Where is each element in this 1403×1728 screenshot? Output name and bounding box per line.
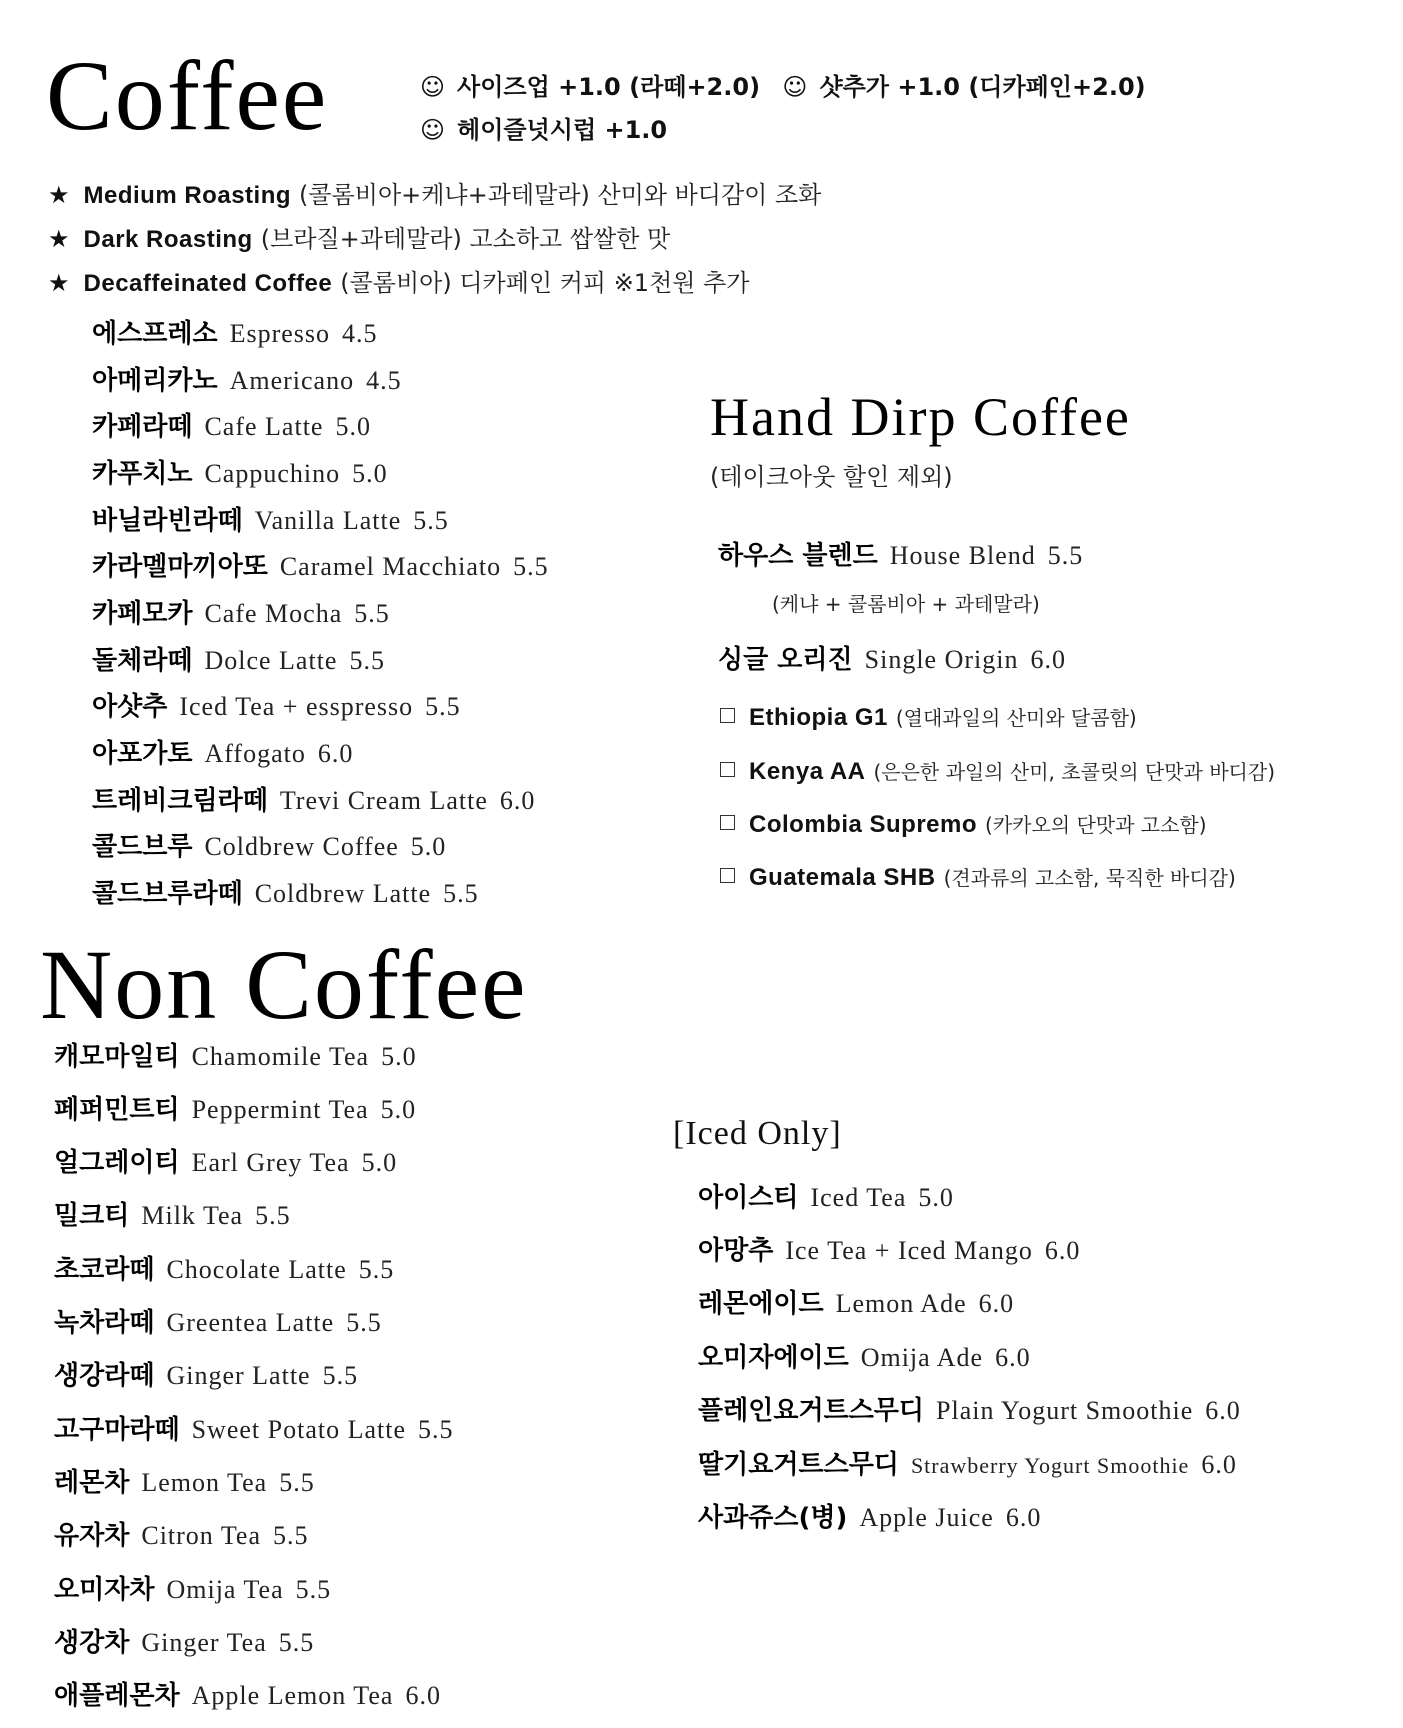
roasting-medium <box>48 180 821 211</box>
menu-item-ko: 돌체라떼 <box>92 646 193 676</box>
non-coffee-title: Non Coffee <box>40 929 528 1040</box>
checkbox-icon <box>720 762 735 777</box>
menu-item-price: 5.0 <box>381 1042 417 1071</box>
menu-item-price: 6.0 <box>1030 645 1066 674</box>
menu-item <box>92 691 461 723</box>
menu-item-ko: 콜드브루라떼 <box>92 879 243 909</box>
option-row-1 <box>420 72 1146 102</box>
menu-item-en: Trevi Cream Latte <box>279 786 488 815</box>
checkbox-icon <box>720 708 735 723</box>
menu-item-en: Sweet Potato Latte <box>191 1415 406 1444</box>
roasting-desc: (콜롬비아) 디카페인 커피 ※1천원 추가 <box>340 269 750 297</box>
menu-item-en: Plain Yogurt Smoothie <box>936 1396 1194 1425</box>
smile-icon: ☺ <box>420 116 446 144</box>
menu-item <box>54 1520 308 1552</box>
menu-item <box>54 1414 454 1446</box>
roasting-dark <box>48 224 670 255</box>
menu-item-ko: 트레비크림라떼 <box>92 786 268 816</box>
menu-item-ko: 페퍼민트티 <box>54 1095 180 1125</box>
menu-item-ko: 바닐라빈라떼 <box>92 506 243 536</box>
menu-item-ko: 레몬차 <box>54 1468 130 1498</box>
menu-item-price: 6.0 <box>1005 1503 1042 1532</box>
menu-item-price: 4.5 <box>366 366 402 395</box>
menu-item <box>54 1467 315 1499</box>
option-size-up: 사이즈업 +1.0 (라떼+2.0) <box>457 73 761 101</box>
menu-item-price: 5.5 <box>413 506 449 535</box>
origin-desc: (은은한 과일의 산미, 초콜릿의 단맛과 바디감) <box>873 760 1275 784</box>
menu-item <box>92 785 535 817</box>
menu-item-en: Chamomile Tea <box>191 1042 370 1071</box>
menu-item-price: 5.5 <box>418 1415 454 1444</box>
menu-item <box>54 1680 441 1712</box>
menu-item <box>54 1041 417 1073</box>
menu-item-ko: 얼그레이티 <box>54 1148 180 1178</box>
menu-item-price: 5.5 <box>278 1628 315 1657</box>
menu-item-price: 5.0 <box>352 459 388 488</box>
menu-item-price: 5.5 <box>255 1201 291 1230</box>
menu-item-price: 5.5 <box>358 1255 395 1284</box>
single-origin <box>718 644 1066 676</box>
menu-item-ko: 카라멜마끼아또 <box>92 552 268 582</box>
menu-item-price: 5.0 <box>918 1183 954 1212</box>
menu-item-en: Ginger Tea <box>141 1628 267 1657</box>
menu-item-price: 5.5 <box>322 1361 359 1390</box>
menu-item-ko: 레몬에이드 <box>698 1289 824 1319</box>
menu-item-price: 6.0 <box>317 739 354 768</box>
house-blend-sub: (케냐 + 콜롬비아 + 과테말라) <box>772 592 1040 616</box>
menu-item-price: 5.5 <box>1047 541 1084 570</box>
roasting-desc: (브라질+과테말라) 고소하고 쌉쌀한 맛 <box>260 225 671 253</box>
menu-item-ko: 아이스티 <box>698 1183 799 1213</box>
menu-item <box>92 365 402 397</box>
menu-item-en: Iced Tea <box>810 1183 907 1212</box>
origin-name: Ethiopia G1 <box>749 704 888 731</box>
menu-item-price: 6.0 <box>978 1289 1015 1318</box>
menu-item-ko: 생강라떼 <box>54 1361 155 1391</box>
origin-item <box>720 810 1207 840</box>
roasting-name: Decaffeinated Coffee <box>83 270 333 297</box>
menu-item-price: 5.0 <box>380 1095 417 1124</box>
menu-item-price: 6.0 <box>1201 1450 1237 1479</box>
menu-item-price: 6.0 <box>405 1681 441 1710</box>
menu-item-price: 6.0 <box>499 786 536 815</box>
menu-item-ko: 녹차라떼 <box>54 1308 155 1338</box>
menu-item <box>54 1254 394 1286</box>
menu-item-ko: 생강차 <box>54 1628 130 1658</box>
menu-item-en: Apple Lemon Tea <box>191 1681 394 1710</box>
menu-item <box>92 318 378 350</box>
star-icon: ★ <box>48 181 70 209</box>
menu-item-price: 5.5 <box>425 692 461 721</box>
menu-item <box>54 1147 397 1179</box>
menu-item <box>92 878 479 910</box>
menu-item-price: 5.5 <box>346 1308 382 1337</box>
menu-item-ko: 아망추 <box>698 1236 774 1266</box>
menu-item-en: Citron Tea <box>141 1521 261 1550</box>
menu-item-ko: 싱글 오리진 <box>718 645 853 675</box>
menu-item-ko: 카푸치노 <box>92 459 193 489</box>
menu-item-ko: 오미자차 <box>54 1575 155 1605</box>
menu-item-en: Apple Juice <box>859 1503 994 1532</box>
origin-item <box>720 703 1137 733</box>
menu-item <box>698 1395 1241 1427</box>
menu-item-en: Greentea Latte <box>166 1308 335 1337</box>
menu-item-price: 5.5 <box>513 552 549 581</box>
menu-item-ko: 초코라떼 <box>54 1255 155 1285</box>
hand-drip-title: Hand Dirp Coffee <box>710 387 1131 447</box>
menu-item-en: Milk Tea <box>141 1201 244 1230</box>
menu-item-en: Ice Tea + Iced Mango <box>785 1236 1033 1265</box>
origin-item <box>720 757 1275 787</box>
menu-item-price: 6.0 <box>995 1343 1031 1372</box>
menu-item-en: Ginger Latte <box>166 1361 311 1390</box>
coffee-title: Coffee <box>46 40 329 151</box>
menu-item <box>698 1288 1014 1320</box>
menu-item <box>54 1574 331 1606</box>
menu-item-ko: 플레인요거트스무디 <box>698 1396 925 1426</box>
origin-desc: (견과류의 고소함, 묵직한 바디감) <box>943 866 1236 890</box>
menu-item-ko: 콜드브루 <box>92 832 193 862</box>
menu-item <box>54 1627 314 1659</box>
menu-item-en: Dolce Latte <box>204 646 338 675</box>
menu-item-en: Affogato <box>204 739 306 768</box>
menu-item <box>698 1502 1041 1534</box>
menu-item-en: Cafe Latte <box>204 412 324 441</box>
origin-name: Colombia Supremo <box>749 811 978 838</box>
menu-item-en: Lemon Tea <box>141 1468 268 1497</box>
menu-item-ko: 카페모카 <box>92 599 193 629</box>
menu-item-ko: 하우스 블렌드 <box>718 541 878 571</box>
menu-item-en: Americano <box>229 366 355 395</box>
house-blend <box>718 540 1083 572</box>
roasting-name: Medium Roasting <box>83 182 292 209</box>
menu-item-en: Earl Grey Tea <box>191 1148 350 1177</box>
menu-item-en: Omija Ade <box>860 1343 984 1372</box>
menu-item <box>92 411 371 443</box>
menu-item-ko: 애플레몬차 <box>54 1681 180 1711</box>
roasting-desc: (콜롬비아+케냐+과테말라) 산미와 바디감이 조화 <box>299 181 822 209</box>
menu-item-en: Peppermint Tea <box>191 1095 369 1124</box>
menu-item-price: 5.0 <box>335 412 371 441</box>
option-extra-shot: 샷추가 +1.0 (디카페인+2.0) <box>819 73 1146 101</box>
menu-item-price: 5.0 <box>361 1148 398 1177</box>
menu-item-price: 6.0 <box>1044 1236 1081 1265</box>
menu-item-ko: 아샷추 <box>92 692 168 722</box>
option-hazelnut-syrup: 헤이즐넛시럽 +1.0 <box>457 116 668 144</box>
menu-item-ko: 고구마라떼 <box>54 1415 180 1445</box>
star-icon: ★ <box>48 269 70 297</box>
menu-item-en: Lemon Ade <box>835 1289 967 1318</box>
menu-item <box>698 1182 954 1214</box>
menu-item-en: Espresso <box>229 319 331 348</box>
menu-item-en: Iced Tea + esspresso <box>179 692 414 721</box>
menu-item-price: 5.0 <box>410 832 447 861</box>
origin-name: Kenya AA <box>749 758 866 785</box>
menu-item-ko: 유자차 <box>54 1521 130 1551</box>
menu-item-en: Coldbrew Coffee <box>204 832 399 861</box>
menu-item-en: Omija Tea <box>166 1575 284 1604</box>
menu-item-price: 4.5 <box>342 319 378 348</box>
menu-item <box>698 1449 1237 1482</box>
menu-item-ko: 딸기요거트스무디 <box>698 1450 899 1480</box>
menu-item-ko: 밀크티 <box>54 1201 130 1231</box>
menu-item-en: Caramel Macchiato <box>279 552 502 581</box>
origin-desc: (카카오의 단맛과 고소함) <box>985 813 1207 837</box>
smile-icon: ☺ <box>782 73 808 101</box>
checkbox-icon <box>720 868 735 883</box>
menu-item-en: Cappuchino <box>204 459 341 488</box>
menu-item-ko: 카페라떼 <box>92 412 193 442</box>
menu-item-en: Cafe Mocha <box>204 599 343 628</box>
menu-item <box>92 645 385 677</box>
menu-item <box>92 831 446 863</box>
menu-item <box>92 458 388 490</box>
menu-item-ko: 오미자에이드 <box>698 1343 849 1373</box>
menu-item-price: 5.5 <box>354 599 390 628</box>
menu-item-price: 5.5 <box>295 1575 332 1604</box>
menu-item-ko: 에스프레소 <box>92 319 218 349</box>
menu-item <box>54 1094 416 1126</box>
menu-item-price: 5.5 <box>349 646 385 675</box>
origin-name: Guatemala SHB <box>749 864 936 891</box>
menu-item-en: Coldbrew Latte <box>254 879 432 908</box>
roasting-decaf <box>48 268 749 299</box>
menu-item <box>92 505 449 537</box>
menu-item-en: Chocolate Latte <box>166 1255 347 1284</box>
menu-item-ko: 캐모마일티 <box>54 1042 180 1072</box>
iced-only-title: [Iced Only] <box>673 1115 842 1152</box>
menu-item <box>92 551 549 583</box>
menu-item-en: Single Origin <box>864 645 1019 674</box>
checkbox-icon <box>720 815 735 830</box>
smile-icon: ☺ <box>420 73 446 101</box>
menu-item-price: 6.0 <box>1205 1396 1241 1425</box>
menu-item-price: 5.5 <box>272 1521 309 1550</box>
hand-drip-note: (테이크아웃 할인 제외) <box>710 463 953 491</box>
menu-item <box>54 1307 382 1339</box>
menu-item-en: House Blend <box>889 541 1036 570</box>
menu-item-price: 5.5 <box>279 1468 315 1497</box>
menu-item-en: Vanilla Latte <box>254 506 402 535</box>
menu-item-price: 5.5 <box>443 879 479 908</box>
menu-item <box>698 1342 1031 1374</box>
origin-item <box>720 863 1236 893</box>
menu-item-ko: 아메리카노 <box>92 366 218 396</box>
star-icon: ★ <box>48 225 70 253</box>
menu-item-ko: 사과쥬스(병) <box>698 1503 848 1533</box>
menu-item <box>54 1360 358 1392</box>
menu-item-ko: 아포가토 <box>92 739 193 769</box>
option-row-2 <box>420 115 667 145</box>
roasting-name: Dark Roasting <box>83 226 253 253</box>
menu-item <box>92 738 353 770</box>
menu-item <box>92 598 390 630</box>
menu-item <box>698 1235 1080 1267</box>
origin-desc: (열대과일의 산미와 달콤함) <box>895 706 1137 730</box>
menu-item-en: Strawberry Yogurt Smoothie <box>910 1453 1190 1478</box>
menu-item <box>54 1200 291 1232</box>
